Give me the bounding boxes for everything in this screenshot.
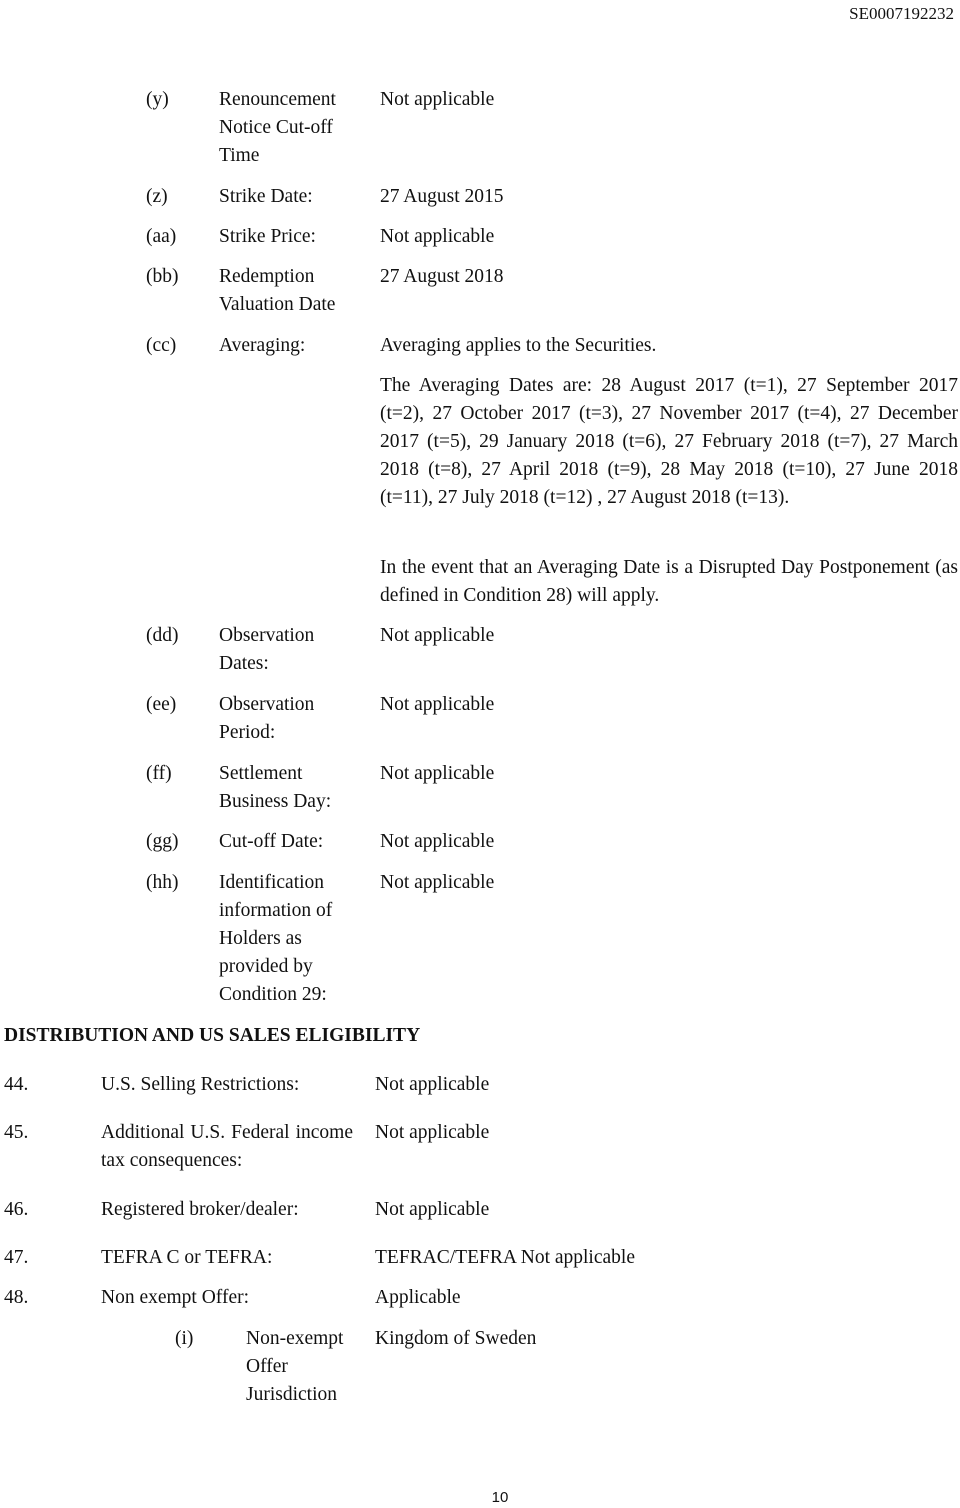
- term-name-redemption-valuation-date: Redemption Valuation Date: [219, 266, 336, 315]
- term-value-strike-date: 27 August 2015: [380, 186, 504, 207]
- item-name-non-exempt-offer: Non exempt Offer:: [101, 1287, 250, 1308]
- term-label-hh: (hh): [146, 872, 179, 893]
- term-name-averaging: Averaging:: [219, 335, 306, 356]
- item-name-registered-broker-dealer: Registered broker/dealer:: [101, 1199, 299, 1220]
- term-label-z: (z): [146, 186, 168, 207]
- term-name-renouncement-notice-cutoff-time: Renouncement Notice Cut-off Time: [219, 89, 336, 166]
- subitem-value-non-exempt-offer-jurisdiction: Kingdom of Sweden: [375, 1328, 537, 1349]
- term-label-ee: (ee): [146, 694, 177, 715]
- term-value-strike-price: Not applicable: [380, 226, 495, 247]
- item-value-us-selling-restrictions: Not applicable: [375, 1074, 490, 1095]
- item-name-us-selling-restrictions: U.S. Selling Restrictions:: [101, 1074, 300, 1095]
- page-number: 10: [491, 1489, 509, 1506]
- subitem-label-i: (i): [175, 1328, 194, 1349]
- item-value-registered-broker-dealer: Not applicable: [375, 1199, 490, 1220]
- term-name-identification-information: Identification information of Holders as provided by Condition 29:: [219, 872, 333, 1005]
- term-value-observation-dates: Not applicable: [380, 625, 495, 646]
- term-label-y: (y): [146, 89, 169, 110]
- section-heading-distribution: DISTRIBUTION AND US SALES ELIGIBILITY: [4, 1025, 421, 1046]
- item-number-47: 47.: [4, 1247, 29, 1268]
- term-value-cutoff-date: Not applicable: [380, 831, 495, 852]
- term-name-strike-price: Strike Price:: [219, 226, 316, 247]
- term-label-gg: (gg): [146, 831, 179, 852]
- term-value-renouncement-notice-cutoff-time: Not applicable: [380, 89, 495, 110]
- item-value-additional-us-federal-tax: Not applicable: [375, 1122, 490, 1143]
- averaging-disruption-paragraph: In the event that an Averaging Date is a Disrupted Day Postponement (as defined in Condition 28) will apply.: [380, 557, 958, 606]
- document-id: SE0007192232: [849, 4, 954, 23]
- term-label-aa: (aa): [146, 226, 177, 247]
- item-number-48: 48.: [4, 1287, 29, 1308]
- term-value-redemption-valuation-date: 27 August 2018: [380, 266, 504, 287]
- item-name-tefra: TEFRA C or TEFRA:: [101, 1247, 273, 1268]
- term-value-settlement-business-day: Not applicable: [380, 763, 495, 784]
- term-label-dd: (dd): [146, 625, 179, 646]
- term-name-settlement-business-day: Settlement Business Day:: [219, 763, 332, 812]
- term-name-cutoff-date: Cut-off Date:: [219, 831, 324, 852]
- term-name-observation-dates: Observation Dates:: [219, 625, 315, 674]
- term-label-cc: (cc): [146, 335, 177, 356]
- averaging-dates-paragraph: The Averaging Dates are: 28 August 2017 (t=1), 27 September 2017 (t=2), 27 October 2017 (t=3), 27 November 2017 (t=4), 27 December 2017 (t=5), 29 January 2018 (t=6), 27 February 2018 (t=7), 27 March 2018 (t=8), 27 April 2018 (t=9), 28 May 2018 (t=10), 27 June 2018 (t=11), 27 July 2018 (t=12) , 27 August 2018 (t=13).: [380, 375, 958, 508]
- term-label-bb: (bb): [146, 266, 179, 287]
- item-number-45: 45.: [4, 1122, 29, 1143]
- subitem-name-non-exempt-offer-jurisdiction: Non-exempt Offer Jurisdiction: [246, 1328, 344, 1405]
- item-value-non-exempt-offer: Applicable: [375, 1287, 461, 1308]
- term-name-observation-period: Observation Period:: [219, 694, 315, 743]
- item-number-46: 46.: [4, 1199, 29, 1220]
- item-value-tefra: TEFRAC/TEFRA Not applicable: [375, 1247, 635, 1268]
- term-value-averaging: Averaging applies to the Securities.: [380, 335, 657, 356]
- term-name-strike-date: Strike Date:: [219, 186, 313, 207]
- item-name-additional-us-federal-tax: Additional U.S. Federal income tax consequences:: [101, 1122, 353, 1171]
- term-label-ff: (ff): [146, 763, 172, 784]
- item-number-44: 44.: [4, 1074, 29, 1095]
- term-value-observation-period: Not applicable: [380, 694, 495, 715]
- term-value-identification-information: Not applicable: [380, 872, 495, 893]
